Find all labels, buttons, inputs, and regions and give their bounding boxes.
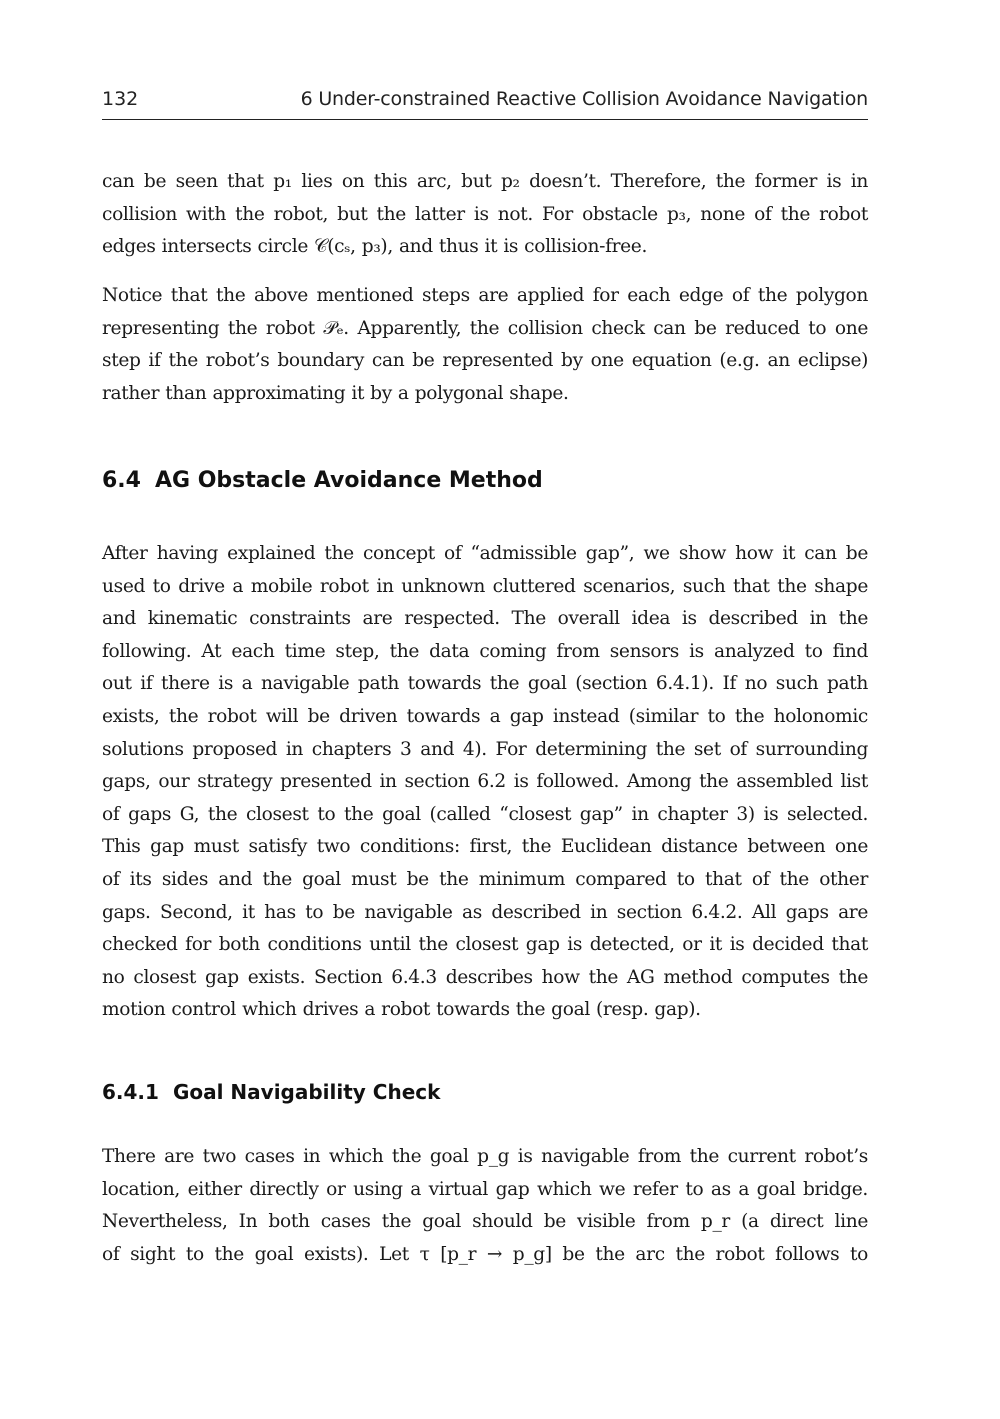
header-rule bbox=[102, 119, 868, 120]
text-line: gaps, our strategy presented in section 6.2 is followed. Among the assembled list bbox=[102, 771, 868, 793]
text-line: following. At each time step, the data coming from sensors is analyzed to find bbox=[102, 640, 868, 662]
text-line: used to drive a mobile robot in unknown cluttered scenarios, such that the shape bbox=[102, 575, 868, 597]
text-line: location, either directly or using a virtual gap which we refer to as a goal bridge. bbox=[102, 1178, 868, 1200]
text-line: solutions proposed in chapters 3 and 4). For determining the set of surrounding bbox=[102, 738, 868, 760]
text-line: representing the robot 𝒫ₑ. Apparently, the collision check can be reduced to one bbox=[102, 317, 868, 339]
text-line: checked for both conditions until the closest gap is detected, or it is decided that bbox=[102, 934, 868, 956]
text-line: motion control which drives a robot towards the goal (resp. gap). bbox=[102, 999, 701, 1021]
section-number: 6.4.1 bbox=[102, 1080, 159, 1104]
text-line: of sight to the goal exists). Let τ [p_r → p_g] be the arc the robot follows to bbox=[102, 1243, 868, 1265]
section-number: 6.4 bbox=[102, 468, 141, 493]
paragraph-notice bbox=[102, 280, 868, 410]
text-line: rather than approximating it by a polygonal shape. bbox=[102, 382, 569, 404]
text-line: Notice that the above mentioned steps are applied for each edge of the polygon bbox=[102, 285, 868, 306]
text-line: of its sides and the goal must be the minimum compared to that of the other bbox=[102, 868, 868, 890]
text-line: out if there is a navigable path towards the goal (section 6.4.1). If no such path bbox=[102, 673, 868, 695]
text-line: Nevertheless, In both cases the goal should be visible from p_r (a direct line bbox=[102, 1211, 868, 1233]
paragraph-ag-overview bbox=[102, 538, 868, 1027]
text-line: and kinematic constraints are respected. The overall idea is described in the bbox=[102, 608, 868, 630]
section-heading-6-4 bbox=[102, 468, 543, 493]
page-number: 132 bbox=[102, 88, 139, 110]
text-line: After having explained the concept of “admissible gap”, we show how it can be bbox=[102, 543, 868, 564]
section-title: Goal Navigability Check bbox=[172, 1080, 441, 1104]
text-line: step if the robot’s boundary can be represented by one equation (e.g. an eclipse) bbox=[102, 350, 868, 372]
text-line: There are two cases in which the goal p_g is navigable from the current robot’s bbox=[102, 1146, 868, 1167]
section-heading-6-4-1 bbox=[102, 1080, 440, 1104]
section-title: AG Obstacle Avoidance Method bbox=[154, 468, 543, 493]
text-line: no closest gap exists. Section 6.4.3 describes how the AG method computes the bbox=[102, 966, 868, 988]
text-line: can be seen that p₁ lies on this arc, but p₂ doesn’t. Therefore, the former is in bbox=[102, 171, 868, 192]
running-header bbox=[102, 88, 868, 118]
text-line: exists, the robot will be driven towards a gap instead (similar to the holonomic bbox=[102, 705, 868, 727]
paragraph-collision-result bbox=[102, 166, 868, 264]
text-line: This gap must satisfy two conditions: first, the Euclidean distance between one bbox=[102, 836, 868, 858]
text-line: edges intersects circle 𝒞(cₛ, p₃), and thus it is collision-free. bbox=[102, 236, 648, 258]
running-title: 6 Under-constrained Reactive Collision Avoidance Navigation bbox=[300, 88, 868, 110]
text-line: gaps. Second, it has to be navigable as described in section 6.4.2. All gaps are bbox=[102, 901, 868, 923]
text-line: of gaps G, the closest to the goal (called “closest gap” in chapter 3) is selected. bbox=[102, 803, 868, 825]
paragraph-goal-navigability bbox=[102, 1141, 868, 1271]
text-line: collision with the robot, but the latter is not. For obstacle p₃, none of the robot bbox=[102, 203, 868, 225]
